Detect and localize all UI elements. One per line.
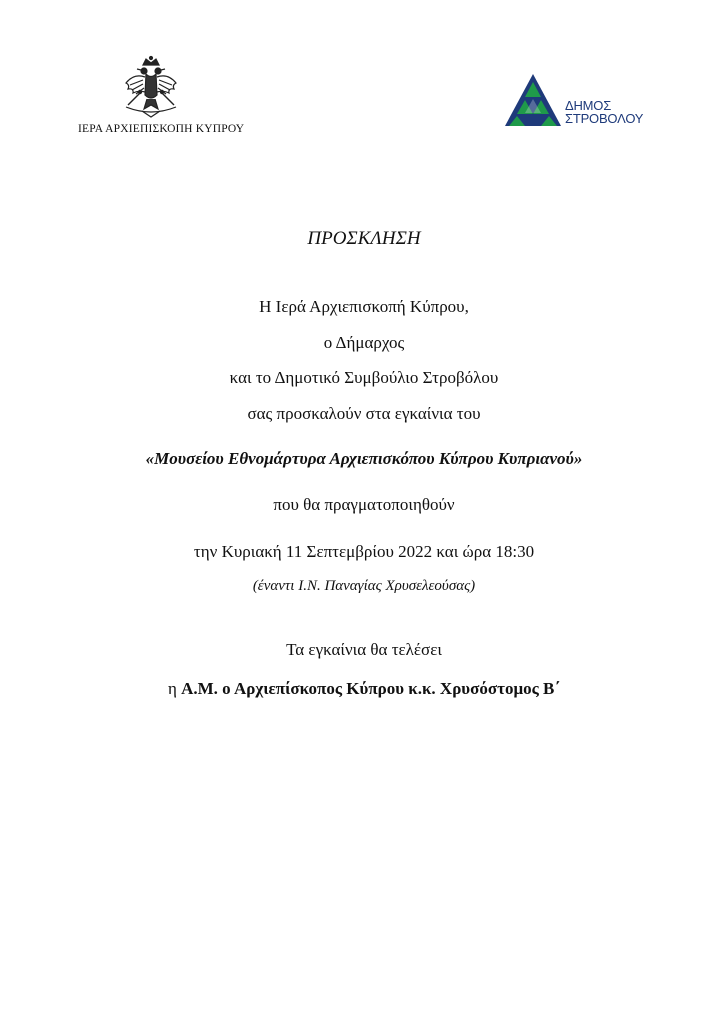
strovolos-municipality-logo bbox=[505, 72, 655, 130]
event-line: που θα πραγματοποιηθούν bbox=[273, 495, 455, 514]
officiant-intro: Τα εγκαίνια θα τελέσει bbox=[286, 640, 442, 659]
double-headed-eagle-icon bbox=[116, 55, 186, 123]
municipality-name-line1: ΔΗΜΟΣ bbox=[565, 98, 612, 113]
archbishopric-caption: ΙΕΡΑ ΑΡΧΙΕΠΙΣΚΟΠΗ ΚΥΠΡΟΥ bbox=[78, 123, 245, 135]
municipality-name-line2: ΣΤΡΟΒΟΛΟΥ bbox=[565, 111, 644, 126]
host-line-3: και το Δημοτικό Συμβούλιο Στροβόλου bbox=[229, 368, 499, 387]
museum-name: «Μουσείου Εθνομάρτυρα Αρχιεπισκόπου Κύπρου Κυπριανού» bbox=[145, 449, 583, 468]
host-line-1: Η Ιερά Αρχιεπισκοπή Κύπρου, bbox=[259, 297, 469, 316]
date-line: την Κυριακή 11 Σεπτεμβρίου 2022 και ώρα 18:30 bbox=[193, 542, 535, 561]
location-note: (έναντι Ι.Ν. Παναγίας Χρυσελεούσας) bbox=[252, 578, 476, 594]
host-line-2: ο Δήμαρχος bbox=[323, 333, 405, 352]
officiant-prefix: η bbox=[167, 679, 182, 698]
invitation-title: ΠΡΟΣΚΛΗΣΗ bbox=[307, 228, 421, 249]
triangle-logo-icon bbox=[505, 72, 565, 128]
officiant-name: Α.Μ. ο Αρχιεπίσκοπος Κύπρου κ.κ. Χρυσόστομος Β΄ bbox=[181, 679, 561, 698]
host-line-4: σας προσκαλούν στα εγκαίνια του bbox=[247, 404, 481, 423]
archbishopric-logo bbox=[78, 55, 258, 140]
officiant-line bbox=[0, 679, 728, 699]
